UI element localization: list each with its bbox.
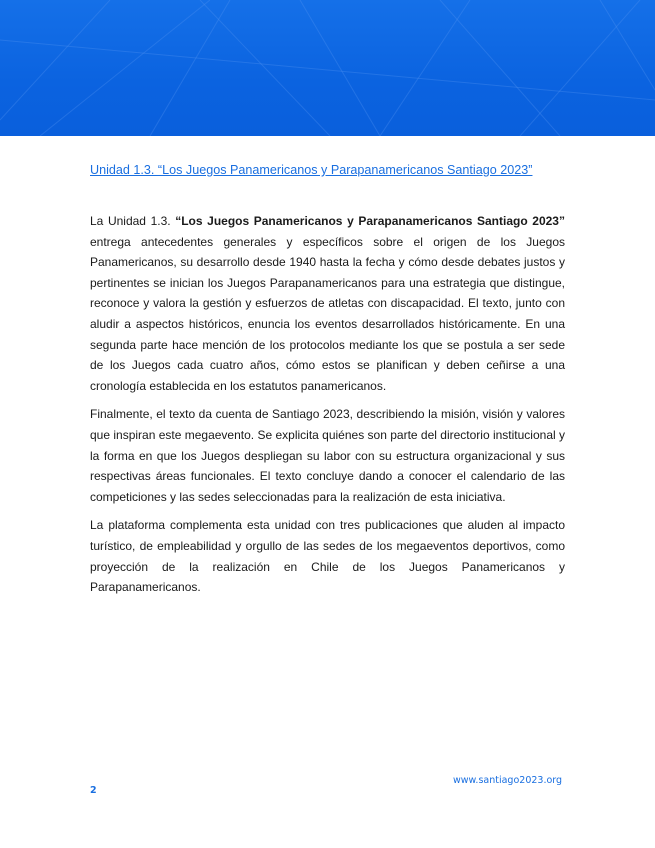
unit-heading-link[interactable]: Unidad 1.3. “Los Juegos Panamericanos y Parapanamericanos Santiago 2023”: [90, 163, 533, 177]
paragraph-1: [90, 211, 565, 396]
page-number: 2: [90, 785, 97, 796]
paragraph-1-rest: entrega antecedentes generales y específicos sobre el origen de los Juegos Panamericanos, su desarrollo desde 1940 hasta la fecha y cómo desde debates justos y pertinentes se inician los Juegos Parapanamericanos para una estrategia que distingue, reconoce y valora la gestión y esfuerzos de atletas con discapacidad. El texto, junto con aludir a aspectos históricos, enuncia los eventos desarrollados históricamente. En una segunda parte hace mención de los protocolos mediante los que se postula a ser sede de los Juegos cada cuatro años, cómo estos se planifican y deben ceñirse a una cronología establecida en los estatutos panamericanos.: [90, 234, 565, 393]
paragraph-2: Finalmente, el texto da cuenta de Santiago 2023, describiendo la misión, visión y valores que inspiran este megaevento. Se explicita quiénes son parte del directorio institucional y la forma en que los Juegos despliegan su labor con su estructura organizacional y sus respectivas áreas funcionales. El texto concluye dando a conocer el calendario de las competiciones y las sedes seleccionadas para la realización de esta iniciativa.: [90, 407, 565, 504]
paragraph-1-intro: La Unidad 1.3.: [90, 214, 176, 228]
body-text: [90, 211, 565, 606]
paragraph-1-bold-title: “Los Juegos Panamericanos y Parapanamericanos Santiago 2023”: [175, 214, 565, 228]
header-banner: [0, 0, 655, 136]
paragraph-3: La plataforma complementa esta unidad con tres publicaciones que aluden al impacto turístico, de empleabilidad y orgullo de las sedes de los megaeventos deportivos, como proyección de la realización en Chile de los Juegos Panamericanos y Parapanamericanos.: [90, 518, 565, 595]
banner-pattern: [0, 0, 655, 136]
footer-website-link[interactable]: www.santiago2023.org: [453, 775, 563, 786]
